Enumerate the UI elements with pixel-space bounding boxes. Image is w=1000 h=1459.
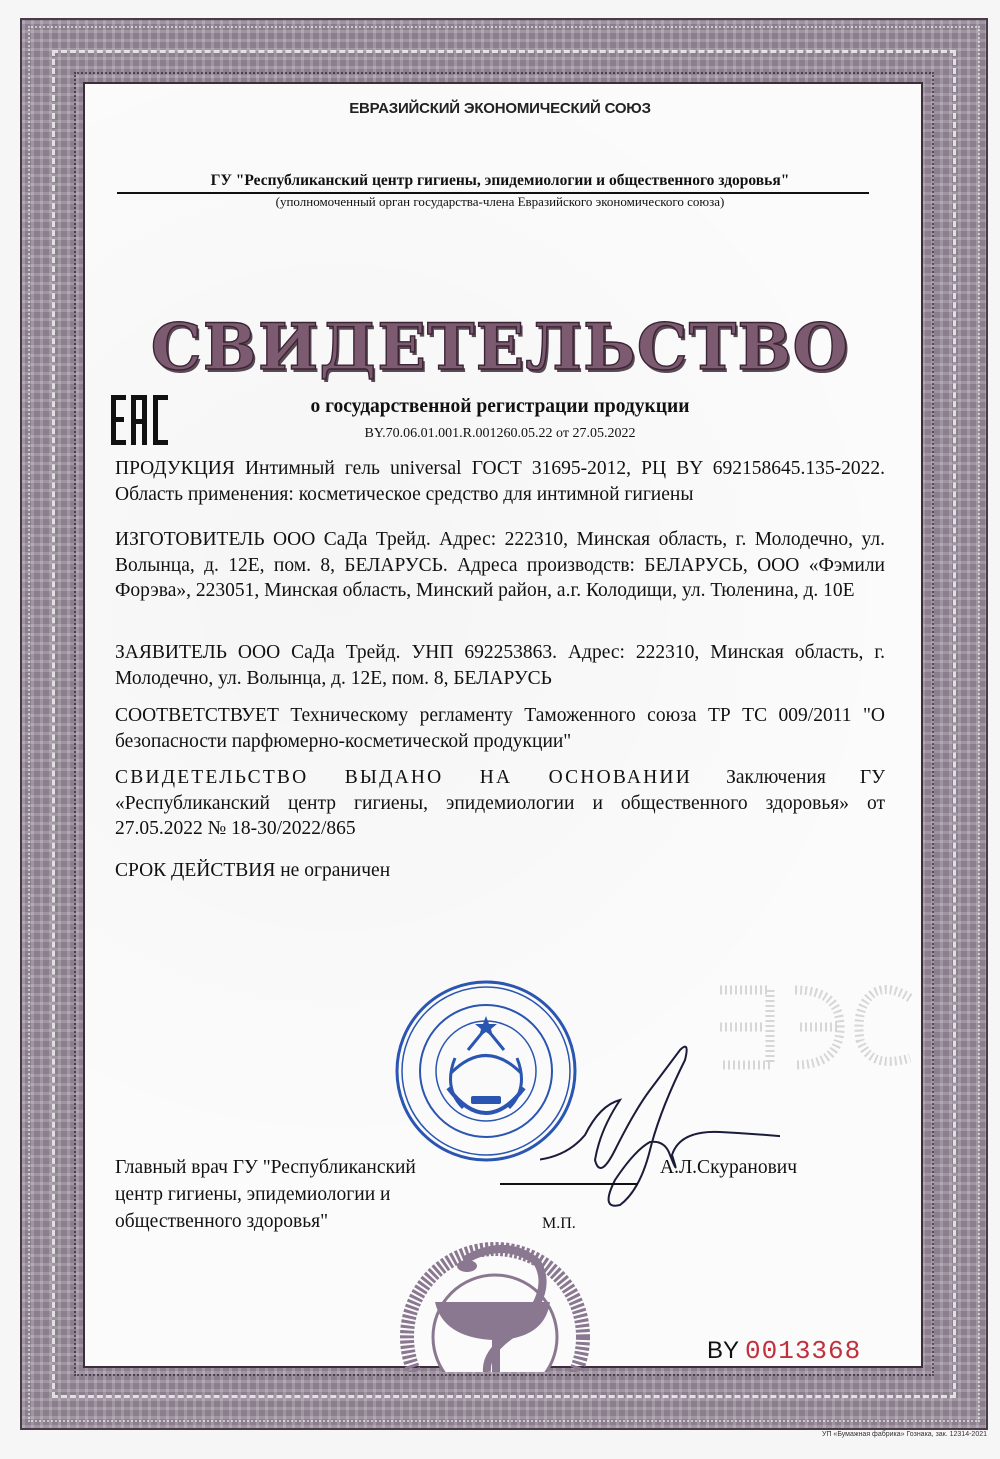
stamp-place-label: М.П. [542,1215,576,1232]
union-heading: ЕВРАЗИЙСКИЙ ЭКОНОМИЧЕСКИЙ СОЮЗ [349,100,651,117]
manufacturer-text: ООО СаДа Трейд. Адрес: 222310, Минская область, г. Молодечно, ул. Волынца, д. 12Е, пом. 8, БЕЛАРУСЬ. Адреса производств: БЕЛАРУСЬ, ООО «Фэмили Форэва», 223051, Минская область, Минский район, а.г. Колодищи, ул. Тюленина, д. 10Е [115,529,886,601]
validity-text: не ограничен [280,860,391,881]
manufacturer-section [115,527,885,604]
signature-line [500,1183,638,1185]
conformity-label: СООТВЕТСТВУЕТ [115,705,279,726]
certificate-title: СВИДЕТЕЛЬСТВО [150,310,850,385]
conformity-section [115,703,885,754]
position-line-1: Главный врач ГУ "Республиканский [115,1157,416,1178]
printer-imprint: УП «Бумажная фабрика» Гознака, зак. 12314-2021 [822,1431,987,1438]
bowl-of-hygieia-emblem-icon [395,1222,595,1372]
product-text: Интимный гель universal ГОСТ 31695-2012, РЦ BY 692158645.135-2022. Область применения: косметическое средство для интимной гигиены [115,458,886,505]
certificate-subtitle: о государственной регистрации продукции [310,396,690,417]
applicant-section [115,640,885,691]
validity-section [115,858,885,884]
serial-number [707,1336,861,1366]
applicant-text: ООО СаДа Трейд. УНП 692253863. Адрес: 222310, Минская область, г. Молодечно, ул. Волынца, д. 12Е, пом. 8, БЕЛАРУСЬ [115,642,886,689]
position-line-2: центр гигиены, эпидемиологии и [115,1184,391,1205]
conformity-text: Техническому регламенту Таможенного союза ТР ТС 009/2011 "О безопасности парфюмерно-косметической продукции" [115,705,886,752]
position-line-3: общественного здоровья" [115,1211,329,1232]
validity-label: СРОК ДЕЙСТВИЯ [115,860,276,881]
product-section [115,456,885,507]
organization-note: (уполномоченный орган государства-члена Евразийского экономического союза) [275,194,725,209]
basis-section [115,765,885,842]
serial-digits: 0013368 [745,1336,862,1366]
issuing-organization: ГУ "Республиканский центр гигиены, эпидемиологии и общественного здоровья" [210,172,790,189]
basis-label: СВИДЕТЕЛЬСТВО ВЫДАНО НА ОСНОВАНИИ [115,767,692,788]
product-label: ПРОДУКЦИЯ [115,458,235,479]
registration-number: BY.70.06.01.001.R.001260.05.22 от 27.05.2022 [364,426,636,441]
serial-prefix: BY [707,1337,740,1364]
basis-text: Заключения ГУ «Республиканский центр гигиены, эпидемиологии и общественного здоровья» от 27.05.2022 № 18-30/2022/865 [115,767,885,839]
signatory-name: А.Л.Скуранович [660,1157,798,1178]
manufacturer-label: ИЗГОТОВИТЕЛЬ [115,529,265,550]
applicant-label: ЗАЯВИТЕЛЬ [115,642,227,663]
signature-icon [540,1030,780,1220]
